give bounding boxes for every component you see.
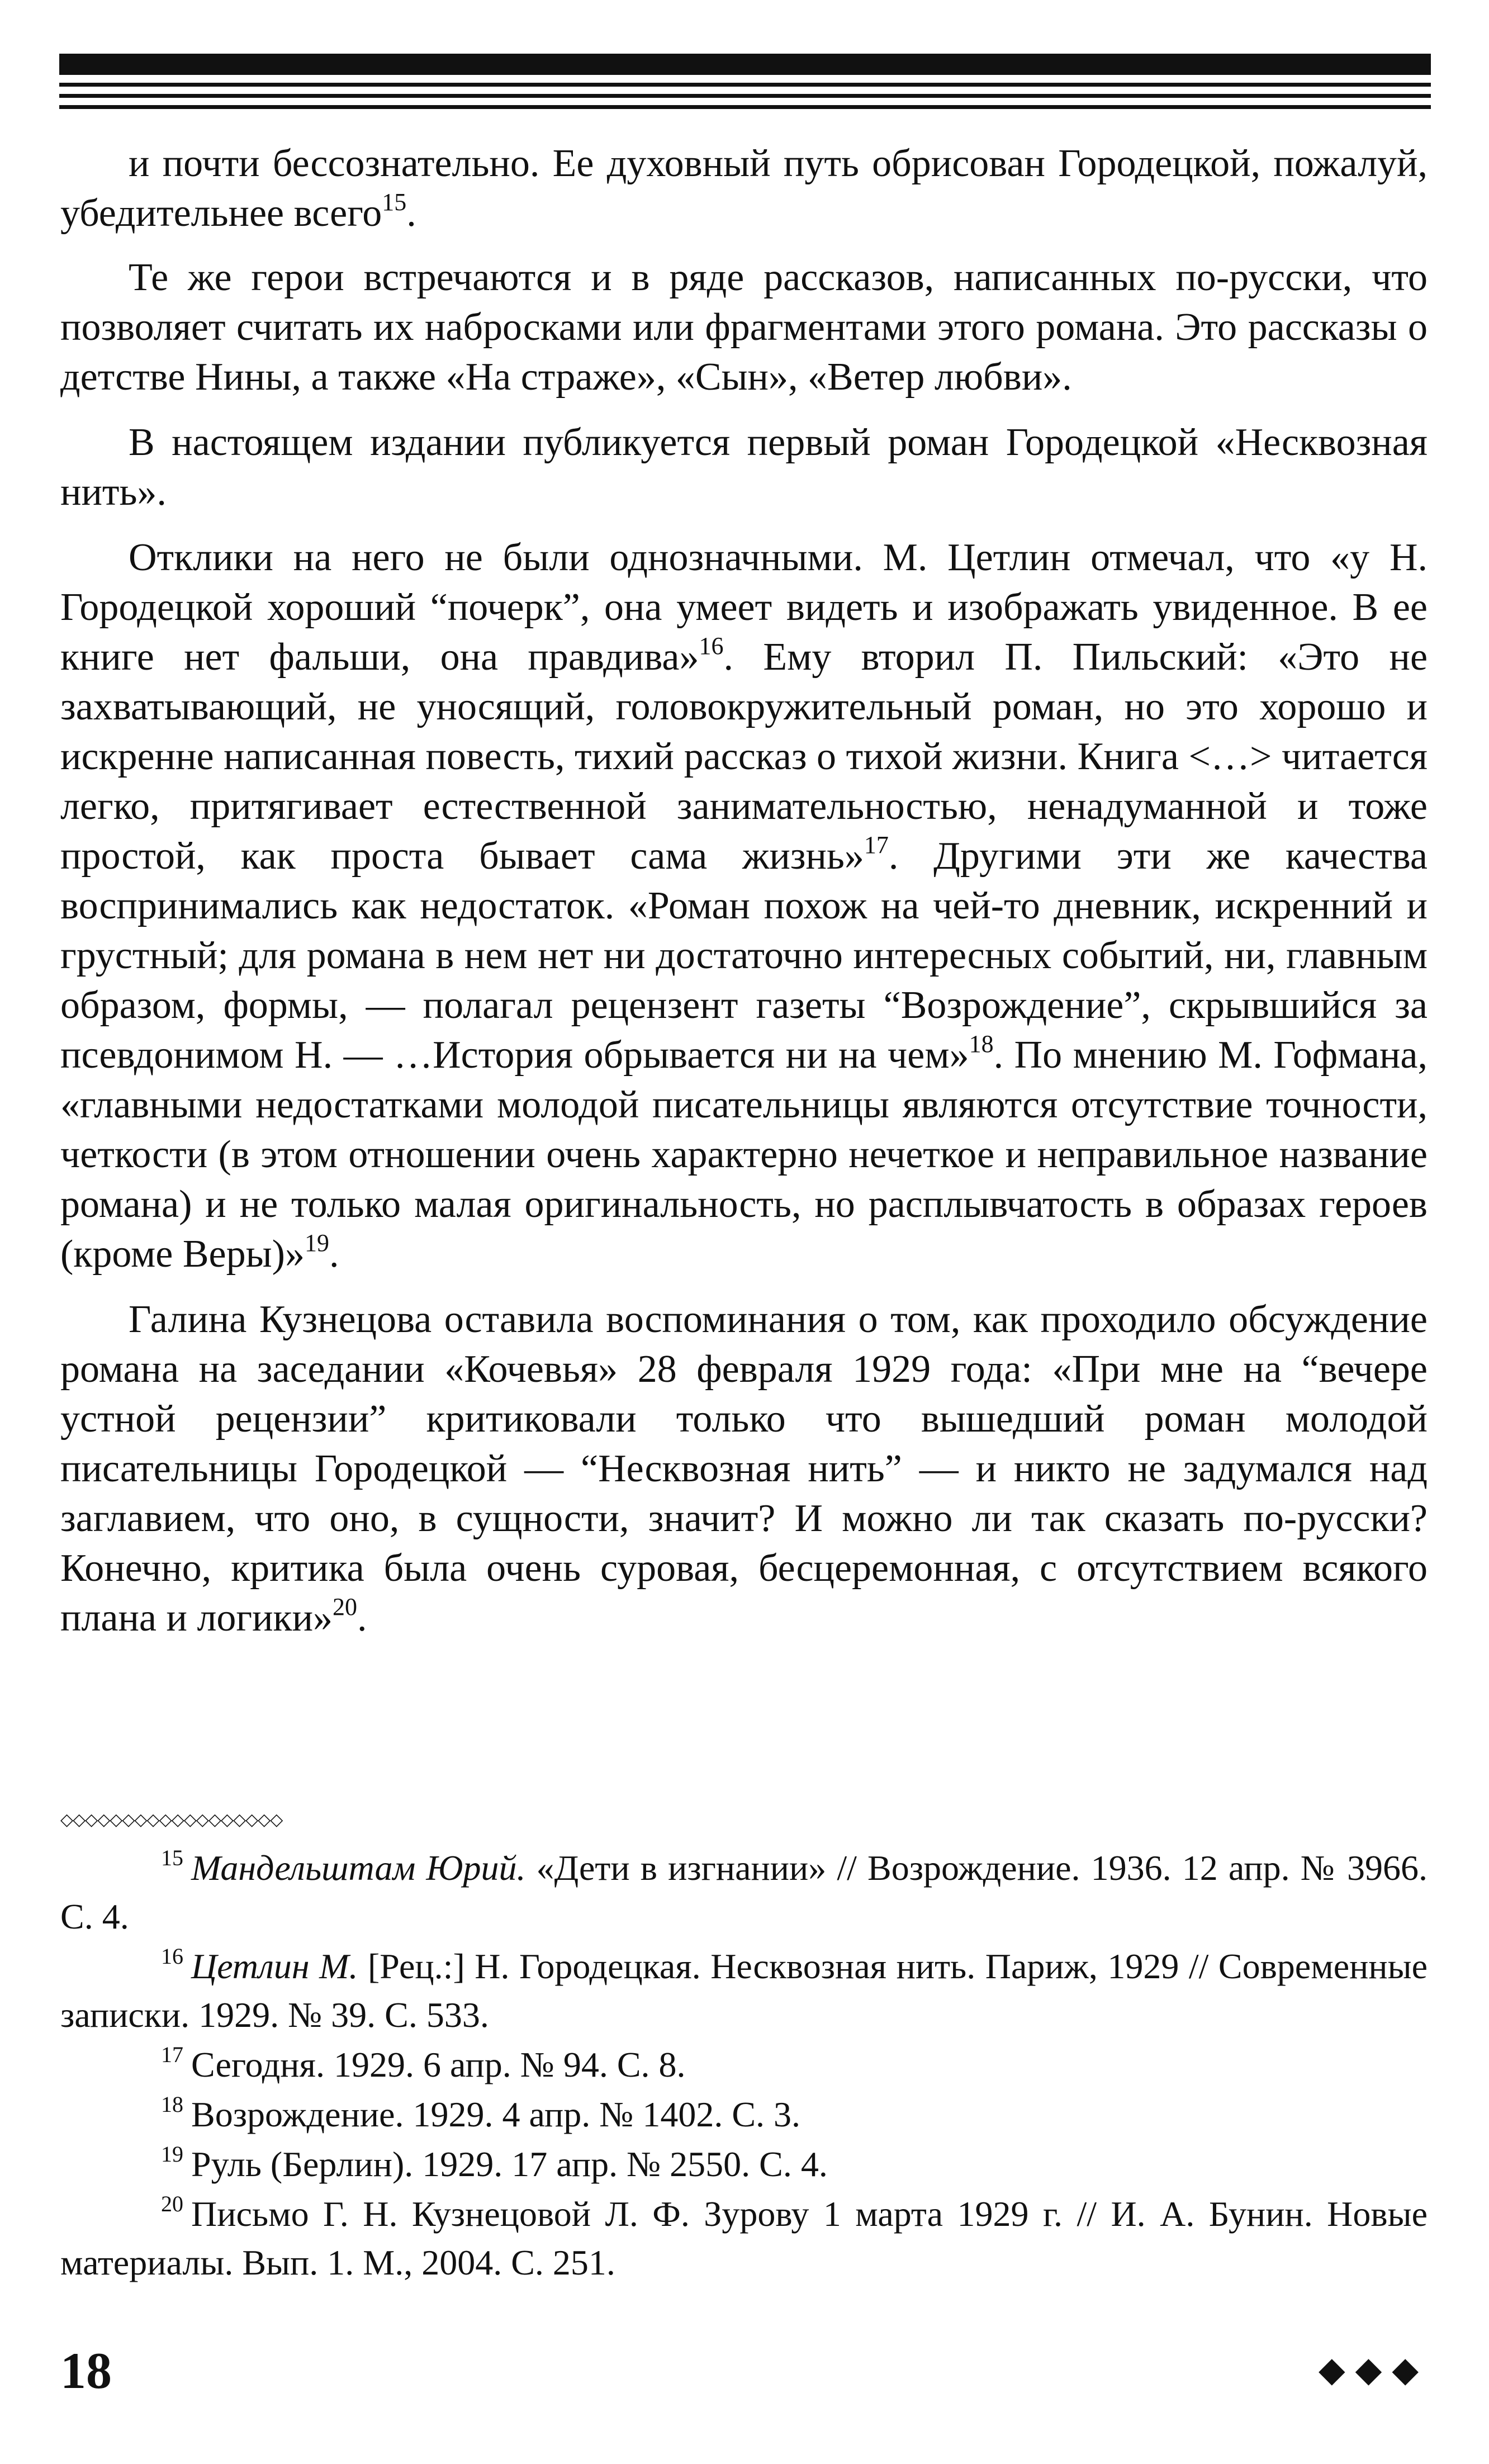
footnote-number: 19 bbox=[161, 2141, 183, 2167]
paragraph-text: . bbox=[357, 1596, 367, 1639]
paragraph bbox=[60, 1295, 1428, 1643]
footnote-text: Возрождение. 1929. 4 апр. № 1402. С. 3. bbox=[191, 2095, 801, 2134]
footnote-ref[interactable]: 17 bbox=[864, 831, 889, 859]
footnote-ref[interactable]: 20 bbox=[333, 1593, 358, 1620]
paragraph-text: . Другими эти же качества воспринимались как недостаток. «Роман похож на чей-то дневник, искренний и грустный; для романа в нем нет ни достаточно интересных событий, ни, главным образом, формы, — полагал рецензент газеты “Возрождение”, скрывшийся за псевдонимом Н. — …История обрывается ни на чем» bbox=[60, 835, 1428, 1077]
footnote-number: 15 bbox=[161, 1845, 183, 1870]
header-thin-rule bbox=[59, 83, 1431, 87]
header-rules bbox=[59, 54, 1431, 109]
header-thick-rule bbox=[59, 54, 1431, 75]
footnote bbox=[60, 2140, 1428, 2188]
paragraph: и почти бессознательно. Ее духовный путь обрисован Городецкой, пожалуй, убедительнее всего$^{15}$. bbox=[60, 142, 1428, 235]
paragraph-text: . Ему вторил П. Пильский: «Это не захватывающий, не уносящий, головокружительный роман, но это хорошо и искренне написанная повесть, тихий рассказ о тихой жизни. Книга <…> читается легко, притягивает естественной занимательностью, ненадуманной и тоже простой, как проста бывает сама жизнь» bbox=[60, 636, 1428, 878]
footnote-number: 20 bbox=[161, 2191, 183, 2216]
footnote-ref[interactable]: 15 bbox=[382, 188, 407, 216]
diamond-ornament-icon: ◆◆◆ bbox=[1318, 2349, 1429, 2390]
paragraph-text: . bbox=[329, 1233, 339, 1276]
paragraph bbox=[60, 533, 1428, 1279]
footnote-text: [Рец.:] Н. Городецкая. Несквозная нить. Париж, 1929 // Современные записки. 1929. № 39. С. 533. bbox=[60, 1946, 1428, 2035]
main-text bbox=[60, 139, 1428, 1659]
footnote-text: «Дети в изгнании» // Возрождение. 1936. 12 апр. № 3966. С. 4. bbox=[60, 1848, 1428, 1936]
footnote-text: Сегодня. 1929. 6 апр. № 94. С. 8. bbox=[191, 2045, 686, 2084]
paragraph-text: Отклики на него не были однозначными. М. Цетлин отмечал, что «у Н. Городецкой хороший “почерк”, она умеет видеть и изображать увиденное. В ее книге нет фальши, она правдива» bbox=[60, 536, 1428, 679]
footnote bbox=[60, 2040, 1428, 2089]
footnote-text: Письмо Г. Н. Кузнецовой Л. Ф. Зурову 1 марта 1929 г. // И. А. Бунин. Новые материалы. Вып. 1. М., 2004. С. 251. bbox=[60, 2194, 1428, 2282]
footnote bbox=[60, 2090, 1428, 2139]
paragraph-text: Галина Кузнецова оставила воспоминания о том, как проходило обсуждение романа на заседании «Кочевья» 28 февраля 1929 года: «При мне на “вечере устной рецензии” критиковали только что вышедший роман молодой писательницы Городецкой — “Несквозная нить” — и никто не задумался над заглавием, что оно, в сущности, значит? И можно ли так сказать по-русски? Конечно, критика была очень суровая, бесцеремонная, с отсутствием всякого плана и логики» bbox=[60, 1298, 1428, 1639]
header-thin-rule bbox=[59, 94, 1431, 98]
paragraph-text: Те же герои встречаются и в ряде рассказов, написанных по-русски, что позволяет считать их набросками или фрагментами этого романа. Это рассказы о детстве Нины, а также «На страже», «Сын», «Ветер любви». bbox=[60, 256, 1428, 399]
footnote-ref[interactable]: 18 bbox=[969, 1030, 994, 1058]
header-thin-rule bbox=[59, 105, 1431, 109]
footnote-ref[interactable]: 19 bbox=[304, 1229, 329, 1257]
paragraph-text: В настоящем издании публикуется первый роман Городецкой «Несквозная нить». bbox=[60, 421, 1428, 514]
paragraph-text: и почти бессознательно. Ее духовный путь обрисован Городецкой, пожалуй, убедительнее всего bbox=[60, 142, 1428, 235]
paragraph-text: . По мнению М. Гофмана, «главными недостатками молодой писательницы являются отсутствие точности, четкости (в этом отношении очень характерно нечеткое и неправильное название романа) и не только малая оригинальность, но расплывчатость в образах героев (кроме Веры)» bbox=[60, 1034, 1428, 1276]
footnote-text: Руль (Берлин). 1929. 17 апр. № 2550. С. 4. bbox=[191, 2144, 828, 2184]
footnote-ref[interactable]: 16 bbox=[699, 632, 724, 660]
footnote bbox=[60, 1942, 1428, 2039]
footnote bbox=[60, 2190, 1428, 2287]
footnote-number: 16 bbox=[161, 1944, 183, 1969]
footnote-author: Мандельштам Юрий. bbox=[191, 1848, 526, 1888]
footnote-number: 17 bbox=[161, 2042, 183, 2067]
footnote bbox=[60, 1844, 1428, 1941]
footnote-separator: ◇◇◇◇◇◇◇◇◇◇◇◇◇◇◇◇◇◇ bbox=[60, 1810, 283, 1830]
footnote-number: 18 bbox=[161, 2092, 183, 2117]
paragraph bbox=[60, 253, 1428, 402]
page-number: 18 bbox=[60, 2342, 112, 2399]
paragraph bbox=[60, 418, 1428, 517]
footnote-author: Цетлин М. bbox=[191, 1946, 358, 1986]
footnotes bbox=[60, 1844, 1428, 2288]
